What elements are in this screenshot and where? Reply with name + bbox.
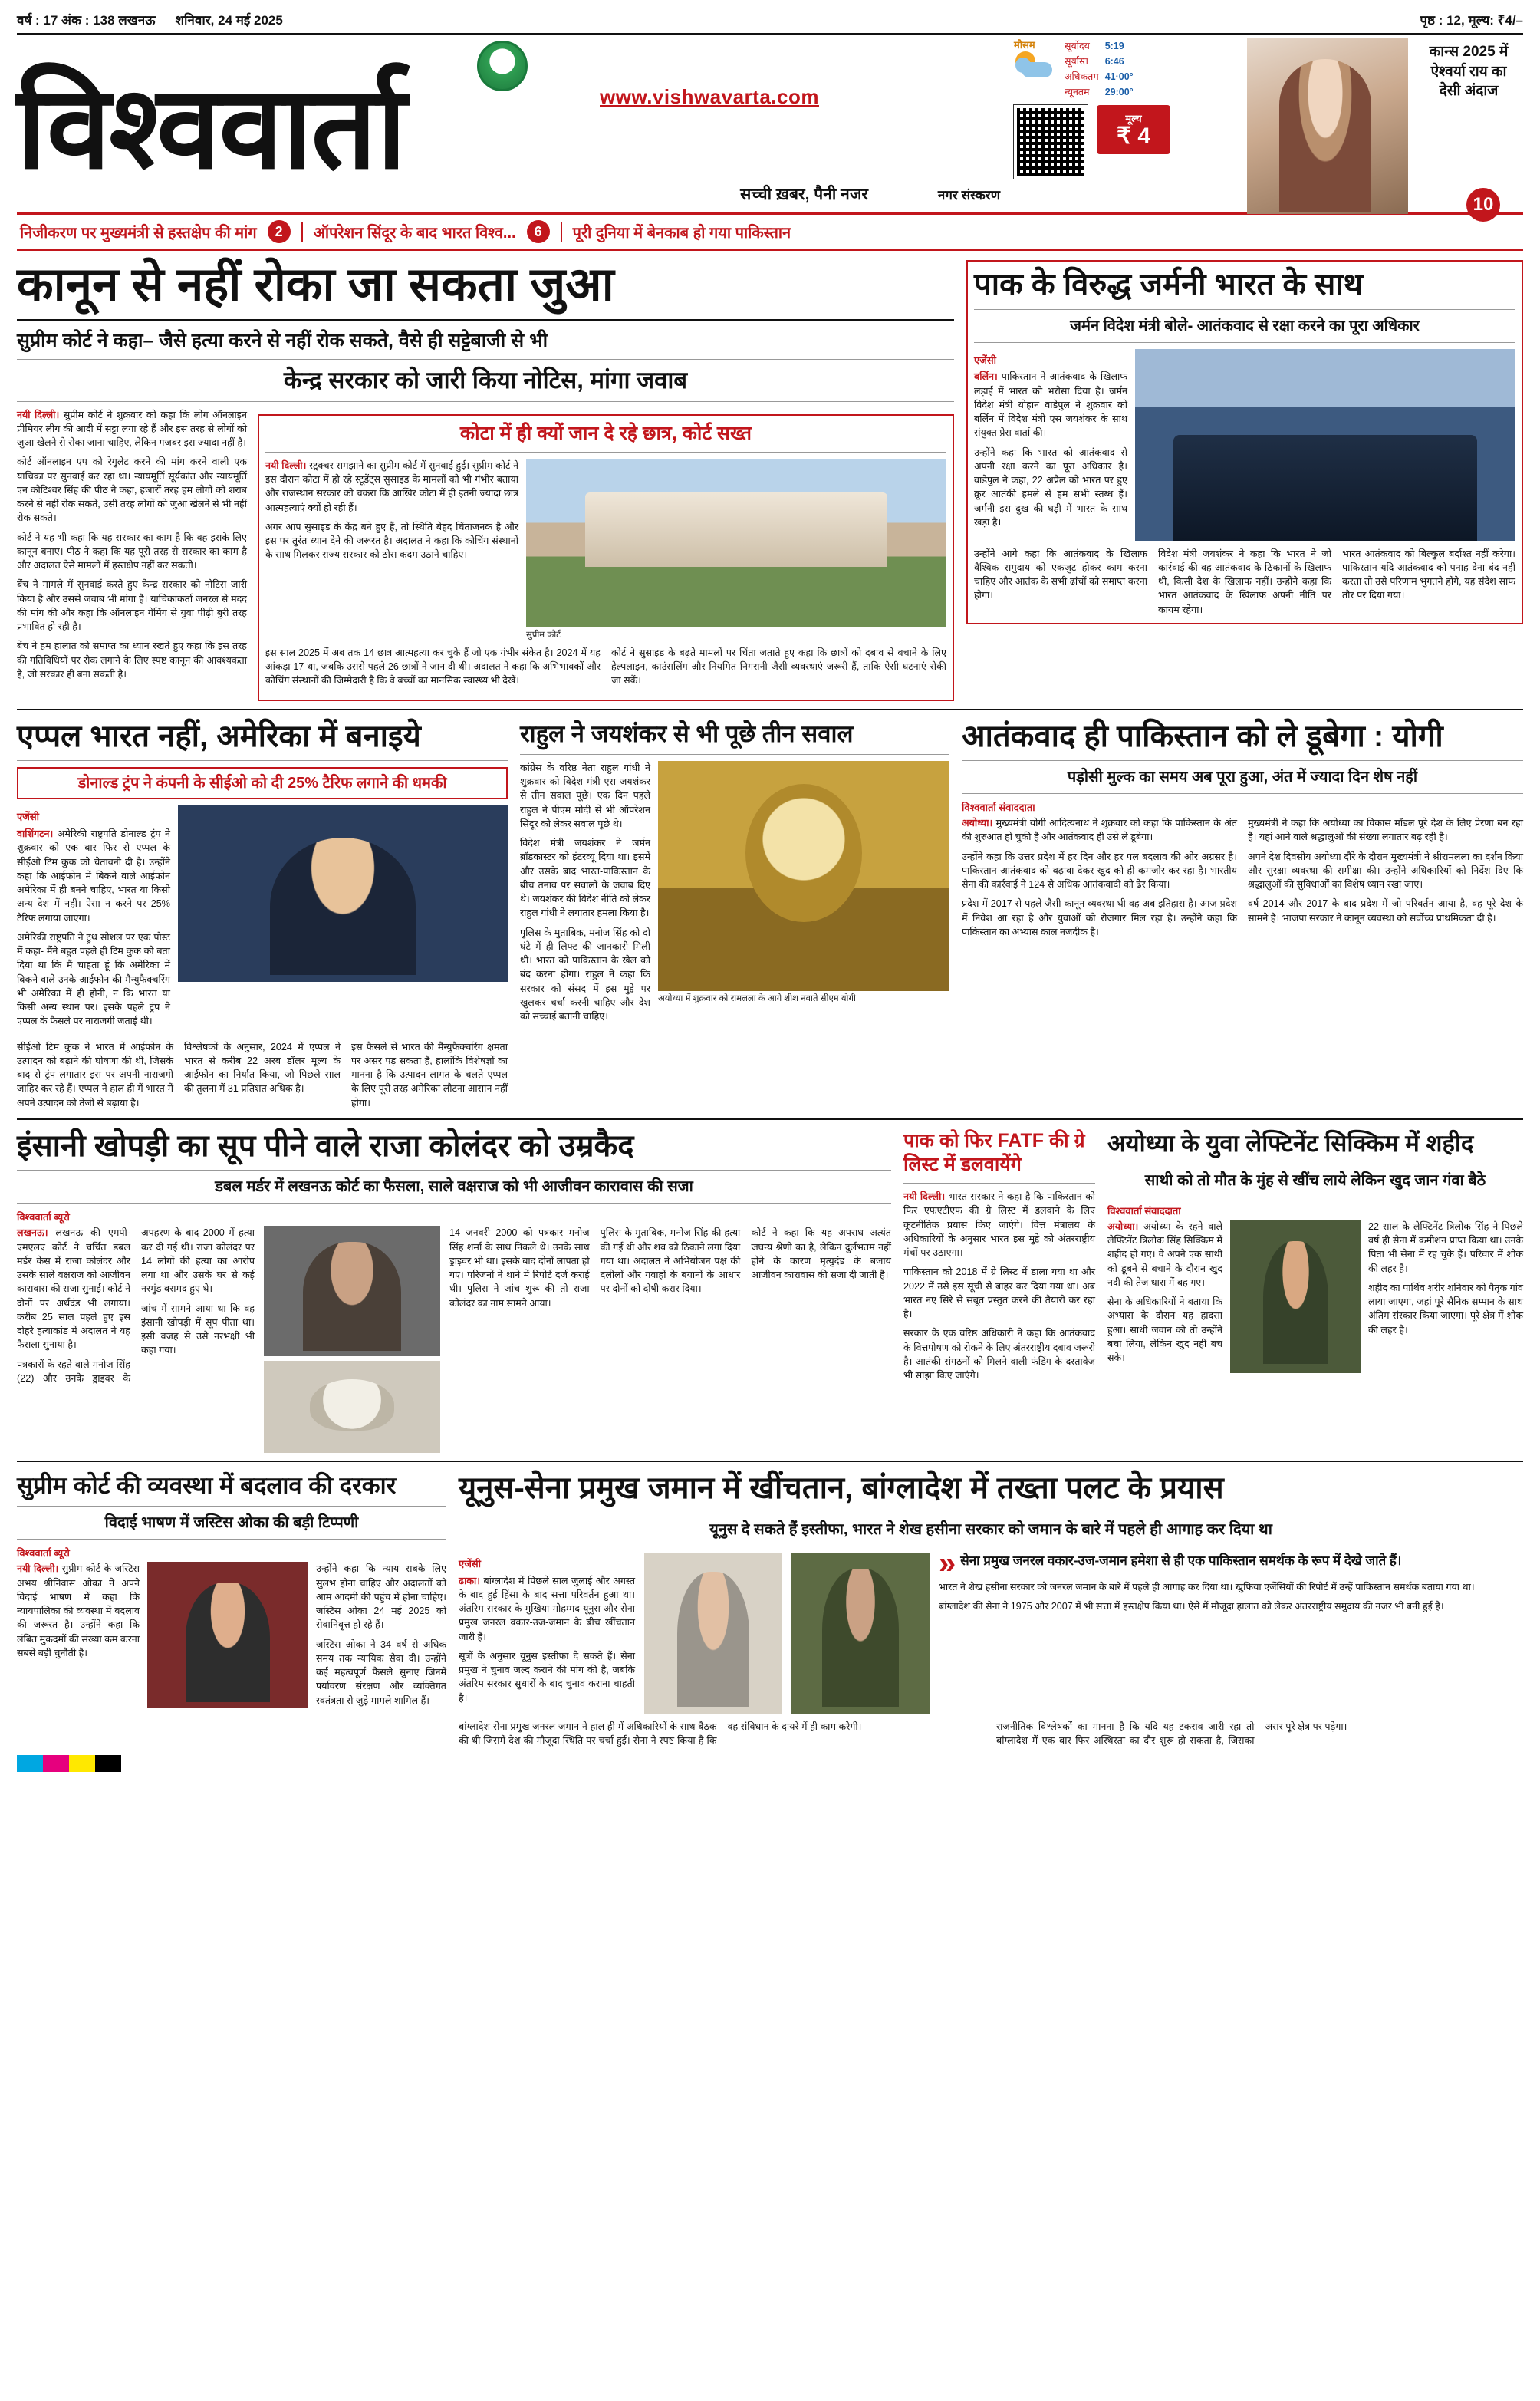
- divider: [561, 222, 562, 242]
- weather-key: न्यूनतम: [1065, 87, 1090, 97]
- ayodhya-para-1: अयोध्या के रहने वाले लेफ्टिनेंट त्रिलोक सिंह सिक्किम में शहीद हो गए। वे अपने एक साथी को डूबने से बचाने के दौरान खुद नदी की तेज धारा में बह गए।: [1107, 1220, 1222, 1288]
- teaser-item-2[interactable]: ऑपरेशन सिंदूर के बाद भारत विश्व...: [313, 224, 516, 242]
- fatf-story: [903, 1129, 1095, 1454]
- germany-body-left: [974, 349, 1127, 541]
- yogi-para-6: वर्ष 2014 और 2017 के बाद प्रदेश में जो परिवर्तन आया है, वह पूरे देश के सामने है। भाजपा सरकार ने कानून व्यवस्था को सर्वोच्च प्राथमिकता दी है।: [1248, 898, 1523, 924]
- bangladesh-dateline: ढाका।: [459, 1575, 481, 1586]
- ayodhya-para-2: सेना के अधिकारियों ने बताया कि अभ्यास के दौरान यह हादसा हुआ। साथी जवान को तो उन्होंने बचा लिया, लेकिन खुद नहीं बच सके।: [1107, 1296, 1222, 1364]
- supreme-farewell-story: [17, 1471, 446, 1747]
- cmyk-registration-bars: [17, 1755, 1523, 1772]
- masthead-info-strip: [17, 11, 1523, 35]
- weather-value: 41·00°: [1104, 71, 1134, 82]
- kota-dateline: नयी दिल्ली।: [265, 459, 307, 471]
- celebrity-photo: [1247, 38, 1408, 214]
- yogi-ayodhya-photo: [658, 761, 949, 991]
- bangladesh-agency: एजेंसी: [459, 1557, 481, 1569]
- ayodhya-para-3: 22 साल के लेफ्टिनेंट त्रिलोक सिंह ने पिछले वर्ष ही सेना में कमीशन प्राप्त किया था। उनके पिता भी सेना में रह चुके हैं। परिवार में शोक की लहर है।: [1368, 1220, 1523, 1274]
- bangladesh-para-2: सूत्रों के अनुसार यूनुस इस्तीफा दे सकते हैं। सेना प्रमुख ने चुनाव जल्द कराने की मांग की है, जबकि अंतरिम सरकार सुधारों के बाद चुनाव कराना चाहती है।: [459, 1650, 635, 1704]
- yogi-para-3: प्रदेश में 2017 से पहले जैसी कानून व्यवस्था थी वह अब इतिहास है। आज प्रदेश में निवेश आ रहा है और युवाओं को रोजगार मिल रहा है। उन्होंने कहा कि पाकिस्तान का अभ्यास काल नजदीक है।: [962, 898, 1237, 937]
- divider: [301, 222, 303, 242]
- lead-dateline: नयी दिल्ली।: [17, 409, 60, 420]
- supreme-headline: सुप्रीम कोर्ट की व्यवस्था में बदलाव की दरकार: [17, 1472, 397, 1500]
- kolandar-body-right: [449, 1226, 891, 1453]
- yogi-para-2: उन्होंने कहा कि उत्तर प्रदेश में हर दिन और हर पल बदलाव की ओर अग्रसर है। पाकिस्तान आतंकवाद को बढ़ावा देकर खुद को ही कमजोर कर रहा है। भारतीय सेना की कार्रवाई ने 124 से अधिक आतंकवादी को ढेर किया।: [962, 851, 1237, 891]
- bangladesh-subhead: यूनुस दे सकते हैं इस्तीफा, भारत ने शेख हसीना सरकार को जमान के बारे में पहले ही आगाह कर दिया था: [709, 1520, 1272, 1538]
- germany-para-5: भारत आतंकवाद को बिल्कुल बर्दाश्त नहीं करेगा। पाकिस्तान यदि आतंकवाद को पनाह देना बंद नहीं करता तो उसे परिणाम भुगतने होंगे, यह संदेश साफ तौर पर दिया गया।: [1342, 548, 1515, 601]
- yogi-subhead: पड़ोसी मुल्क का समय अब पूरा हुआ, अंत में ज्यादा दिन शेष नहीं: [1067, 769, 1418, 786]
- third-band: [17, 1129, 1523, 1454]
- lead-para-4: बेंच ने मामले में सुनवाई करते हुए केन्द्र सरकार को नोटिस जारी किया है और उससे जवाब भी मांगा है। याचिकाकर्ता जनरल से मदद की मांग की और कहा कि ऑनलाइन गेमिंग से युवा पीढ़ी बुरी तरह प्रभावित हो रही है।: [17, 579, 247, 633]
- lead-para-2: कोर्ट ऑनलाइन एप को रेगुलेट करने की मांग करने वाली एक याचिका पर सुनवाई कर रहा था। न्यायमूर्ति सूर्यकांत और न्यायमूर्ति एन कोटिश्वर सिंह की पीठ ने कहा, हजारों तरह हम लोगों को शराब करने से नहीं रोक सकते, उसी तरह लोगों को जुआ खेलने से भी नहीं रोक सकते।: [17, 456, 247, 524]
- bangladesh-story: [459, 1471, 1523, 1747]
- weather-key: अधिकतम: [1065, 71, 1099, 82]
- vishwavarta-emblem-icon: V: [477, 41, 528, 91]
- rahul-para-2: विदेश मंत्री जयशंकर ने जर्मन ब्रॉडकास्टर को इंटरव्यू दिया था। इसमें और उसके बाद भारत-पाकिस्तान के बीच तनाव पर सवालों के जवाब दिए थे। जयशंकर की विदेश नीति को लेकर राहुल गांधी ने लगातार हमला किया है।: [520, 838, 650, 919]
- rahul-story: [520, 720, 949, 1111]
- supreme-court-photo: [526, 459, 946, 627]
- bangladesh-body-right: [939, 1580, 1523, 1614]
- supreme-para-2: उन्होंने कहा कि न्याय सबके लिए सुलभ होना चाहिए और अदालतों को आम आदमी की पहुंच में होना चाहिए। जस्टिस ओका 24 मई 2025 को सेवानिवृत्त हो रहे हैं।: [316, 1563, 446, 1631]
- kolandar-para-1: लखनऊ की एमपी-एमएलए कोर्ट ने चर्चित डबल मर्डर केस में राजा कोलंदर और उसके साले वक्षराज को आजीवन कारावास की सजा सुनाई। कोर्ट ने दोनों पर अर्थदंड भी लगाया। करीब 25 साल पहले हुए इस दोहरे हत्याकांड में अदालत ने यह फैसला सुनाया है।: [17, 1227, 130, 1351]
- apple-dateline: वाशिंगटन।: [17, 828, 54, 840]
- supreme-byline: विश्ववार्ता ब्यूरो: [17, 1547, 70, 1559]
- fatf-dateline: नयी दिल्ली।: [903, 1191, 946, 1203]
- germany-subhead: जर्मन विदेश मंत्री बोले- आतंकवाद से रक्षा करने का पूरा अधिकार: [1070, 317, 1420, 334]
- supreme-body-left: [17, 1562, 140, 1713]
- lead-body: [17, 408, 247, 682]
- bangladesh-para-1: बांग्लादेश में पिछले साल जुलाई और अगस्त के बाद हुई हिंसा के बाद सत्ता परिवर्तन हुआ था। अंतरिम सरकार के मुखिया मोहम्मद यूनुस और सेना प्रमुख जनरल वकार-उज-जमान के बीच खींचतान जारी है।: [459, 1575, 635, 1642]
- ayodhya-para-4: शहीद का पार्थिव शरीर शनिवार को पैतृक गांव लाया जाएगा, जहां पूरे सैनिक सम्मान के साथ अंतिम संस्कार किया जाएगा। पूरे क्षेत्र में शोक की लहर है।: [1368, 1282, 1524, 1336]
- bangladesh-pullquote: सेना प्रमुख जनरल वकार-उज-जमान हमेशा से ही एक पाकिस्तान समर्थक के रूप में देखे जाते हैं।: [960, 1553, 1402, 1568]
- apple-headline: एप्पल भारत नहीं, अमेरिका में बनाइये: [17, 719, 421, 753]
- lead-subhead: सुप्रीम कोर्ट ने कहा– जैसे हत्या करने से नहीं रोक सकते, वैसे ही सट्टेबाजी से भी: [17, 329, 548, 351]
- masthead: [17, 35, 1523, 215]
- website-link[interactable]: www.vishwavarta.com: [600, 85, 819, 108]
- supreme-para-1: सुप्रीम कोर्ट के जस्टिस अभय श्रीनिवास ओका ने अपने विदाई भाषण में कहा कि न्यायपालिका की व्यवस्था में बदलाव की जरूरत है। उन्होंने कहा कि लंबित मुकदमों की संख्या कम करना सबसे बड़ी चुनौती है।: [17, 1563, 140, 1658]
- weather-value: 5:19: [1104, 40, 1124, 51]
- fatf-headline: पाक को फिर FATF की ग्रे लिस्ट में डलवायेंगे: [903, 1129, 1085, 1175]
- rahul-para-1: कांग्रेस के वरिष्ठ नेता राहुल गांधी ने शुक्रवार को विदेश मंत्री एस जयशंकर से तीन सवाल पूछे। एक दिन पहले राहुल ने पीएम मोदी से भी ऑपरेशन सिंदूर को लेकर सवाल पूछे थे।: [520, 762, 650, 829]
- fourth-band: [17, 1471, 1523, 1747]
- quote-icon: »: [939, 1546, 956, 1580]
- ayodhya-dateline: अयोध्या।: [1107, 1220, 1139, 1232]
- promo-teaser-text: कान्स 2025 में ऐश्वर्या राय का देसी अंदाज: [1429, 44, 1509, 100]
- apple-para-3: सीईओ टिम कुक ने भारत में आईफोन के उत्पादन को बढ़ाने की घोषणा की थी, जिसके बाद से ट्रंप लगातार इस पर अपनी नाराजगी जाहिर कर रहे हैं। एप्पल ने हाल ही में भारत में अपने उत्पादन को तेजी से बढ़ाया है।: [17, 1041, 173, 1108]
- germany-dateline: बर्लिन।: [974, 371, 998, 383]
- page-title: विश्ववार्ता: [17, 65, 406, 193]
- tagline: सच्ची ख़बर, पैनी नजर: [740, 186, 868, 203]
- ayodhya-body-right: [1368, 1220, 1523, 1373]
- sun-cloud-icon: [1014, 51, 1055, 84]
- lead-para-3: कोर्ट ने यह भी कहा कि यह सरकार का काम है कि वह इसके लिए कानून बनाए। पीठ ने कहा कि यह पूरी तरह से सरकार का काम है और अदालत ऐसे मामलों में हस्तक्षेप नहीं कर सकती।: [17, 532, 247, 571]
- weather-key: सूर्योदय: [1065, 41, 1090, 51]
- rahul-photo-caption: अयोध्या में शुक्रवार को रामलला के आगे शीश नवाते सीएम योगी: [658, 993, 856, 1003]
- teaser-item-1[interactable]: निजीकरण पर मुख्यमंत्री से हस्तक्षेप की मांग: [20, 224, 257, 242]
- bangladesh-para-3: भारत ने शेख हसीना सरकार को जनरल जमान के बारे में पहले ही आगाह कर दिया था। खुफिया एजेंसियों की रिपोर्ट में उन्हें पाकिस्तान समर्थक बताया गया था।: [939, 1581, 1475, 1592]
- ayodhya-body-left: [1107, 1220, 1222, 1373]
- yogi-para-4: मुख्यमंत्री ने कहा कि अयोध्या का विकास मॉडल पूरे देश के लिए प्रेरणा बन रहा है। यहां आने वाले श्रद्धालुओं की संख्या लगातार बढ़ रही है।: [1248, 818, 1523, 843]
- yogi-headline: आतंकवाद ही पाकिस्तान को ले डूबेगा : योगी: [962, 719, 1443, 753]
- raja-kolandar-mugshot-photo: [264, 1226, 440, 1356]
- ayodhya-byline: विश्ववार्ता संवाददाता: [1107, 1204, 1181, 1217]
- yogi-story: [962, 720, 1523, 1111]
- kolandar-dateline: लखनऊ।: [17, 1227, 48, 1239]
- bangladesh-headline: यूनुस-सेना प्रमुख जमान में खींचतान, बांग्लादेश में तख्ता पलट के प्रयास: [459, 1471, 1224, 1506]
- bangladesh-para-6: बांग्लादेश की सेना ने 1975 और 2007 में भी सत्ता में हस्तक्षेप किया था। ऐसे में मौजूदा हालात को लेकर अंतरराष्ट्रीय समुदाय की नजर भी बनी हुई है।: [939, 1601, 1444, 1612]
- yogi-byline: विश्ववार्ता संवाददाता: [962, 802, 1035, 814]
- germany-box: [966, 260, 1523, 624]
- kolandar-subhead: डबल मर्डर में लखनऊ कोर्ट का फैसला, साले वक्षराज को भी आजीवन कारावास की सजा: [215, 1178, 693, 1196]
- bangladesh-body-bottom: [459, 1720, 1523, 1748]
- top-section: [17, 260, 1523, 701]
- ayodhya-subhead: साथी को तो मौत के मुंह से खींच लाये लेकिन खुद जान गंवा बैठे: [1144, 1171, 1486, 1189]
- kota-photo-caption: सुप्रीम कोर्ट: [526, 630, 561, 640]
- cmyk-cyan: [17, 1755, 43, 1772]
- germany-para-1: पाकिस्तान ने आतंकवाद के खिलाफ लड़ाई में भारत को भरोसा दिया है। जर्मन विदेश मंत्री योहान वाडेपुल ने शुक्रवार को बर्लिन में विदेश मंत्री एस जयशंकर के साथ संयुक्त प्रेस वार्ता की।: [974, 371, 1127, 439]
- lead-story-column: [17, 260, 954, 701]
- fatf-para-2: पाकिस्तान को 2018 में ग्रे लिस्ट में डाला गया था और 2022 में उसे इस सूची से बाहर कर दिया गया था। अब भारत नए सिरे से सबूत प्रस्तुत करने की तैयारी कर रहा है।: [903, 1266, 1095, 1320]
- apple-para-1: अमेरिकी राष्ट्रपति डोनाल्ड ट्रंप ने शुक्रवार को एक बार फिर से एप्पल के सीईओ टिम कुक को चेतावनी दी है। उन्होंने कहा कि आईफोन में बिकने वाले आईफोन अमेरिका में ही बनने चाहिए, भारत या किसी अन्य देश में नहीं। ऐसा न करने पर 25% टैरिफ लगाया जाएगा।: [17, 828, 170, 924]
- apple-para-2: अमेरिकी राष्ट्रपति ने ट्रुथ सोशल पर एक पोस्ट में कहा- मैंने बहुत पहले ही टिम कुक को बता दिया था कि मैं चाहता हूं कि अमेरिका में बिकने वाले उनके आईफोन की मैन्युफैक्चरिंग भी अमेरिका में ही होनी, न कि भारत या किसी अन्य स्थान पर। इसके पहले ट्रंप ने एप्पल के फैसले पर नाराजगी जताई थी।: [17, 931, 170, 1027]
- kota-headline: कोटा में ही क्यों जान दे रहे छात्र, कोर्ट सख्त: [459, 422, 752, 444]
- lead-para-1: सुप्रीम कोर्ट ने शुक्रवार को कहा कि लोग ऑनलाइन प्रीमियर लीग की आदी में सट्टा लगा रहे हैं और इस तरह से लोगों को जुआ खेलने से रोका जाना चाहिए, लेकिन गजबर इस ज्यादा नहीं है।: [17, 409, 247, 449]
- teaser-bar: [17, 212, 1523, 251]
- jaishankar-handshake-photo: [1135, 349, 1515, 541]
- ayodhya-martyr-story: [1107, 1129, 1523, 1454]
- teaser-page-2: 6: [527, 220, 550, 243]
- apple-body-rest: [17, 1040, 508, 1111]
- weather-key: सूर्यास्त: [1065, 56, 1088, 67]
- volume-issue: वर्ष : 17 अंक : 138 लखनऊ: [17, 13, 156, 28]
- supreme-subhead: विदाई भाषण में जस्टिस ओका की बड़ी टिप्पणी: [104, 1514, 359, 1532]
- apple-para-5: इस फैसले से भारत की मैन्युफैक्चरिंग क्षमता पर असर पड़ सकता है, हालांकि विशेषज्ञों का मानना है कि उत्पादन लागत के चलते एप्पल के लिए पूरी तरह अमेरिका लौटना आसान नहीं होगा।: [351, 1041, 508, 1108]
- apple-body-left: [17, 805, 170, 1033]
- footer-spacer: [17, 1772, 1523, 1784]
- kota-para-2: अगर आप सुसाइड के केंद्र बने हुए हैं, तो स्थिति बेहद चिंताजनक है और इस पर तुरंत ध्यान देने की जरूरत है। अदालत ने कहा कि कोचिंग संस्थानों के साथ मिलकर राज्य सरकार को ठोस कदम उठाने चाहिए।: [265, 521, 518, 561]
- kolandar-headline: इंसानी खोपड़ी का सूप पीने वाले राजा कोलंदर को उम्रकैद: [17, 1128, 634, 1163]
- lead-subhead-2: केन्द्र सरकार को जारी किया नोटिस, मांगा जवाब: [283, 367, 688, 394]
- price-badge-label: मूल्य: [1125, 113, 1142, 124]
- publish-date: शनिवार, 24 मई 2025: [175, 13, 283, 28]
- kolandar-para-5: पुलिस के मुताबिक, मनोज सिंह की हत्या की गई थी और शव को ठिकाने लगा दिया गया था। अदालत ने अभियोजन पक्ष की दलीलों और गवाहों के बयानों के आधार पर दोनों को दोषी करार दिया।: [600, 1227, 741, 1295]
- kolandar-story: [17, 1129, 891, 1454]
- kota-body-rest: [265, 646, 946, 693]
- weather-value: 6:46: [1104, 55, 1124, 67]
- germany-para-3: उन्होंने आगे कहा कि आतंकवाद के खिलाफ वैश्विक समुदाय को एकजुट होकर काम करना चाहिए और आतंक के सभी ढांचों को समाप्त करना होगा।: [974, 548, 1147, 601]
- teaser-page-1: 2: [268, 220, 291, 243]
- edition-label: नगर संस्करण: [937, 188, 1000, 203]
- pages-price: पृष्ठ : 12, मूल्य: ₹4/–: [1420, 13, 1523, 28]
- germany-agency: एजेंसी: [974, 354, 996, 366]
- lead-headline: कानून से नहीं रोका जा सकता जुआ: [17, 259, 614, 311]
- supreme-dateline: नयी दिल्ली।: [17, 1563, 59, 1575]
- apple-para-4: विश्लेषकों के अनुसार, 2024 में एप्पल ने भारत से करीब 22 अरब डॉलर मूल्य के आईफोन का निर्यात किया, जो पिछले साल की तुलना में 31 प्रतिशत अधिक है।: [184, 1041, 341, 1095]
- supreme-body-right: [316, 1562, 446, 1713]
- bangladesh-body-left: [459, 1553, 635, 1714]
- lieutenant-portrait-photo: [1230, 1220, 1361, 1373]
- rahul-para-3: पुलिस के मुताबिक, मनोज सिंह को दो घंटे में ही लिफ्ट की जानकारी मिली थी। भारत को पाकिस्तान के खेल को बंद करना होगा। राहुल ने कहा कि सरकार को संसद में इस मुद्दे पर खुलकर चर्चा करनी चाहिए और देश को सच्चाई बतानी चाहिए।: [520, 927, 650, 1023]
- fatf-para-1: भारत सरकार ने कहा है कि पाकिस्तान को फिर एफएटीएफ की ग्रे लिस्ट में डलवाने के लिए कूटनीतिक प्रयास किए जाएंगे। वित्त मंत्रालय के अधिकारियों के अनुसार भारत इस मुद्दे को अंतरराष्ट्रीय मंचों पर उठाएगा।: [903, 1191, 1096, 1259]
- kolandar-para-2: पत्रकारों के रहते वाले मनोज सिंह (22) और उनके ड्राइवर के अपहरण के बाद 2000 में हत्या कर दी गई थी। राजा कोलंदर पर 14 लोगों की हत्या का आरोप लगा था और उसके घर से कई नरमुंड बरामद हुए थे।: [17, 1227, 255, 1384]
- yogi-dateline: अयोध्या।: [962, 818, 993, 829]
- yogi-para-1: मुख्यमंत्री योगी आदित्यनाथ ने शुक्रवार को कहा कि पाकिस्तान के अंत की शुरुआत हो चुकी है और आतंकवाद ही उसे ले डूबेगा।: [962, 818, 1237, 843]
- yogi-para-5: अपने देश दिवसीय अयोध्या दौरे के दौरान मुख्यमंत्री ने श्रीरामलला का दर्शन किया और सुरक्षा व्यवस्था की समीक्षा की। उन्होंने अधिकारियों को निर्देश दिए कि श्रद्धालुओं की सुविधाओं का विशेष ध्यान रखा जाए।: [1248, 851, 1523, 891]
- skull-evidence-photo: [264, 1361, 440, 1453]
- lead-para-5: बेंच ने हम हालात को समाप्त का ध्यान रखते हुए कहा कि इस तरह की गतिविधियों पर रोक लगाने के लिए स्पष्ट कानून की आवश्यकता है, जो सरकार ही बना सकती है।: [17, 641, 247, 680]
- supreme-para-3: जस्टिस ओका ने 34 वर्ष से अधिक समय तक न्यायिक सेवा दी। उन्होंने कई महत्वपूर्ण फैसले सुनाए जिनमें पर्यावरण संरक्षण और व्यक्तिगत स्वतंत्रता से जुड़े मामले शामिल हैं।: [316, 1639, 446, 1706]
- germany-headline: पाक के विरुद्ध जर्मनी भारत के साथ: [974, 268, 1364, 301]
- kota-para-4: कोर्ट ने सुसाइड के बढ़ते मामलों पर चिंता जताते हुए कहा कि छात्रों को दबाव से बचाने के लिए हेल्पलाइन, काउंसलिंग और नियमित निगरानी जैसी व्यवस्थाएं जरूरी हैं, ताकि ऐसी घटनाएं रोकी जा सकें।: [611, 647, 946, 687]
- cmyk-yellow: [69, 1755, 95, 1772]
- second-band: [17, 720, 1523, 1111]
- bangladesh-para-4: बांग्लादेश सेना प्रमुख जनरल जमान ने हाल ही में अधिकारियों के साथ बैठक की थी जिसमें देश की मौजूदा स्थिति पर चर्चा हुई। सेना ने स्पष्ट किया है कि वह संविधान के दायरे में ही काम करेगी।: [459, 1721, 862, 1747]
- rahul-headline: राहुल ने जयशंकर से भी पूछे तीन सवाल: [520, 720, 854, 747]
- bangladesh-para-5: राजनीतिक विश्लेषकों का मानना है कि यदि यह टकराव जारी रहा तो बांग्लादेश में एक बार फिर अस्थिरता का दौर शुरू हो सकता है, जिसका असर पूरे क्षेत्र पर पड़ेगा।: [996, 1721, 1348, 1747]
- kolandar-para-6: कोर्ट ने कहा कि यह अपराध अत्यंत जघन्य श्रेणी का है, लेकिन दुर्लभतम नहीं होने के कारण मृत्युदंड के बजाय आजीवन कारावास की सजा दी जाती है।: [751, 1227, 891, 1281]
- fatf-para-3: सरकार के एक वरिष्ठ अधिकारी ने कहा कि आतंकवाद के वित्तपोषण को रोकने के लिए अंतरराष्ट्रीय दबाव जरूरी है। आतंकी संगठनों को मिलने वाली फंडिंग के दस्तावेज भी साझा किए जाएंगे।: [903, 1328, 1095, 1382]
- kolandar-para-3: जांच में सामने आया था कि वह इंसानी खोपड़ी में सूप पीता था। इसी वजह से उसे नरभक्षी भी कहा गया।: [141, 1303, 255, 1356]
- qr-code-icon[interactable]: [1014, 105, 1088, 179]
- promo-page-number: 10: [1466, 188, 1500, 222]
- weather-value: 29:00°: [1104, 86, 1134, 97]
- weather-title: मौसम: [1014, 39, 1035, 51]
- fatf-body: [903, 1190, 1095, 1382]
- kota-body-left: [265, 459, 518, 641]
- ayodhya-headline: अयोध्या के युवा लेफ्टिनेंट सिक्किम में शहीद: [1107, 1129, 1474, 1157]
- kota-para-1: स्ट्रक्चर समझाने का सुप्रीम कोर्ट में सुनवाई हुई। सुप्रीम कोर्ट ने इस दौरान कोटा में हो रहे स्टूडेंट्स सुसाइड के मामलों को भी गंभीर बताया और राजस्थान सरकार को चकरा कि आखिर कोटा में ही इतनी ज्यादा छात्र आत्महत्याएं क्यों हो रही हैं।: [265, 459, 518, 513]
- germany-para-4: विदेश मंत्री जयशंकर ने कहा कि भारत ने जो कार्रवाई की वह आतंकवाद के ठिकानों के खिलाफ थी, किसी देश के खिलाफ नहीं। उन्होंने कहा कि भारत आतंकवाद के खिलाफ अपनी नीति पर कायम रहेगा।: [1158, 548, 1331, 615]
- weather-table: [1063, 38, 1140, 100]
- muhammad-yunus-photo: [644, 1553, 782, 1714]
- apple-story: [17, 720, 508, 1111]
- kota-story-box: [258, 414, 954, 701]
- kolandar-para-4: 14 जनवरी 2000 को पत्रकार मनोज सिंह शर्मा के साथ निकले थे। उनके साथ ड्राइवर भी था। इसके बाद दोनों लापता हो गए। परिजनों ने थाने में रिपोर्ट दर्ज कराई थी। पुलिस ने जांच शुरू की तो राजा कोलंदर का नाम सामने आया।: [449, 1227, 590, 1309]
- kota-para-3: इस साल 2025 में अब तक 14 छात्र आत्महत्या कर चुके हैं जो एक गंभीर संकेत है। 2024 में यह आंकड़ा 17 था, जबकि उससे पहले 26 छात्रों ने जान दी थी। अदालत ने कहा कि अभिभावकों और कोचिंग संस्थानों की जिम्मेदारी है कि वे बच्चों का मानसिक स्वास्थ्य भी देखें।: [265, 647, 601, 687]
- justice-oka-photo: [147, 1562, 308, 1708]
- price-badge-amount: ₹ 4: [1116, 124, 1151, 149]
- apple-agency: एजेंसी: [17, 811, 39, 823]
- general-zaman-photo: [791, 1553, 930, 1714]
- germany-story: [966, 260, 1523, 701]
- rahul-body-left: [520, 761, 650, 1029]
- kolandar-body-left: [17, 1226, 255, 1453]
- cmyk-magenta: [43, 1755, 69, 1772]
- yogi-body: [962, 816, 1523, 939]
- germany-body-rest: [974, 547, 1515, 617]
- donald-trump-photo: [178, 805, 508, 982]
- cmyk-black: [95, 1755, 121, 1772]
- teaser-item-3[interactable]: पूरी दुनिया में बेनकाब हो गया पाकिस्तान: [572, 224, 791, 242]
- price-badge: [1097, 105, 1170, 154]
- apple-subhead: डोनाल्ड ट्रंप ने कंपनी के सीईओ को दी 25% टैरिफ लगाने की धमकी: [17, 767, 508, 799]
- germany-para-2: उन्होंने कहा कि भारत को आतंकवाद से अपनी रक्षा करने का पूरा अधिकार है। वाडेपुल ने कहा, 22 अप्रैल को भारत पर हुए क्रूर आतंकी हमले से हम सभी स्तब्ध हैं। जर्मनी इस दुख की घड़ी में भारत के साथ खड़ा है।: [974, 446, 1127, 528]
- kolandar-byline: विश्ववार्ता ब्यूरो: [17, 1211, 70, 1224]
